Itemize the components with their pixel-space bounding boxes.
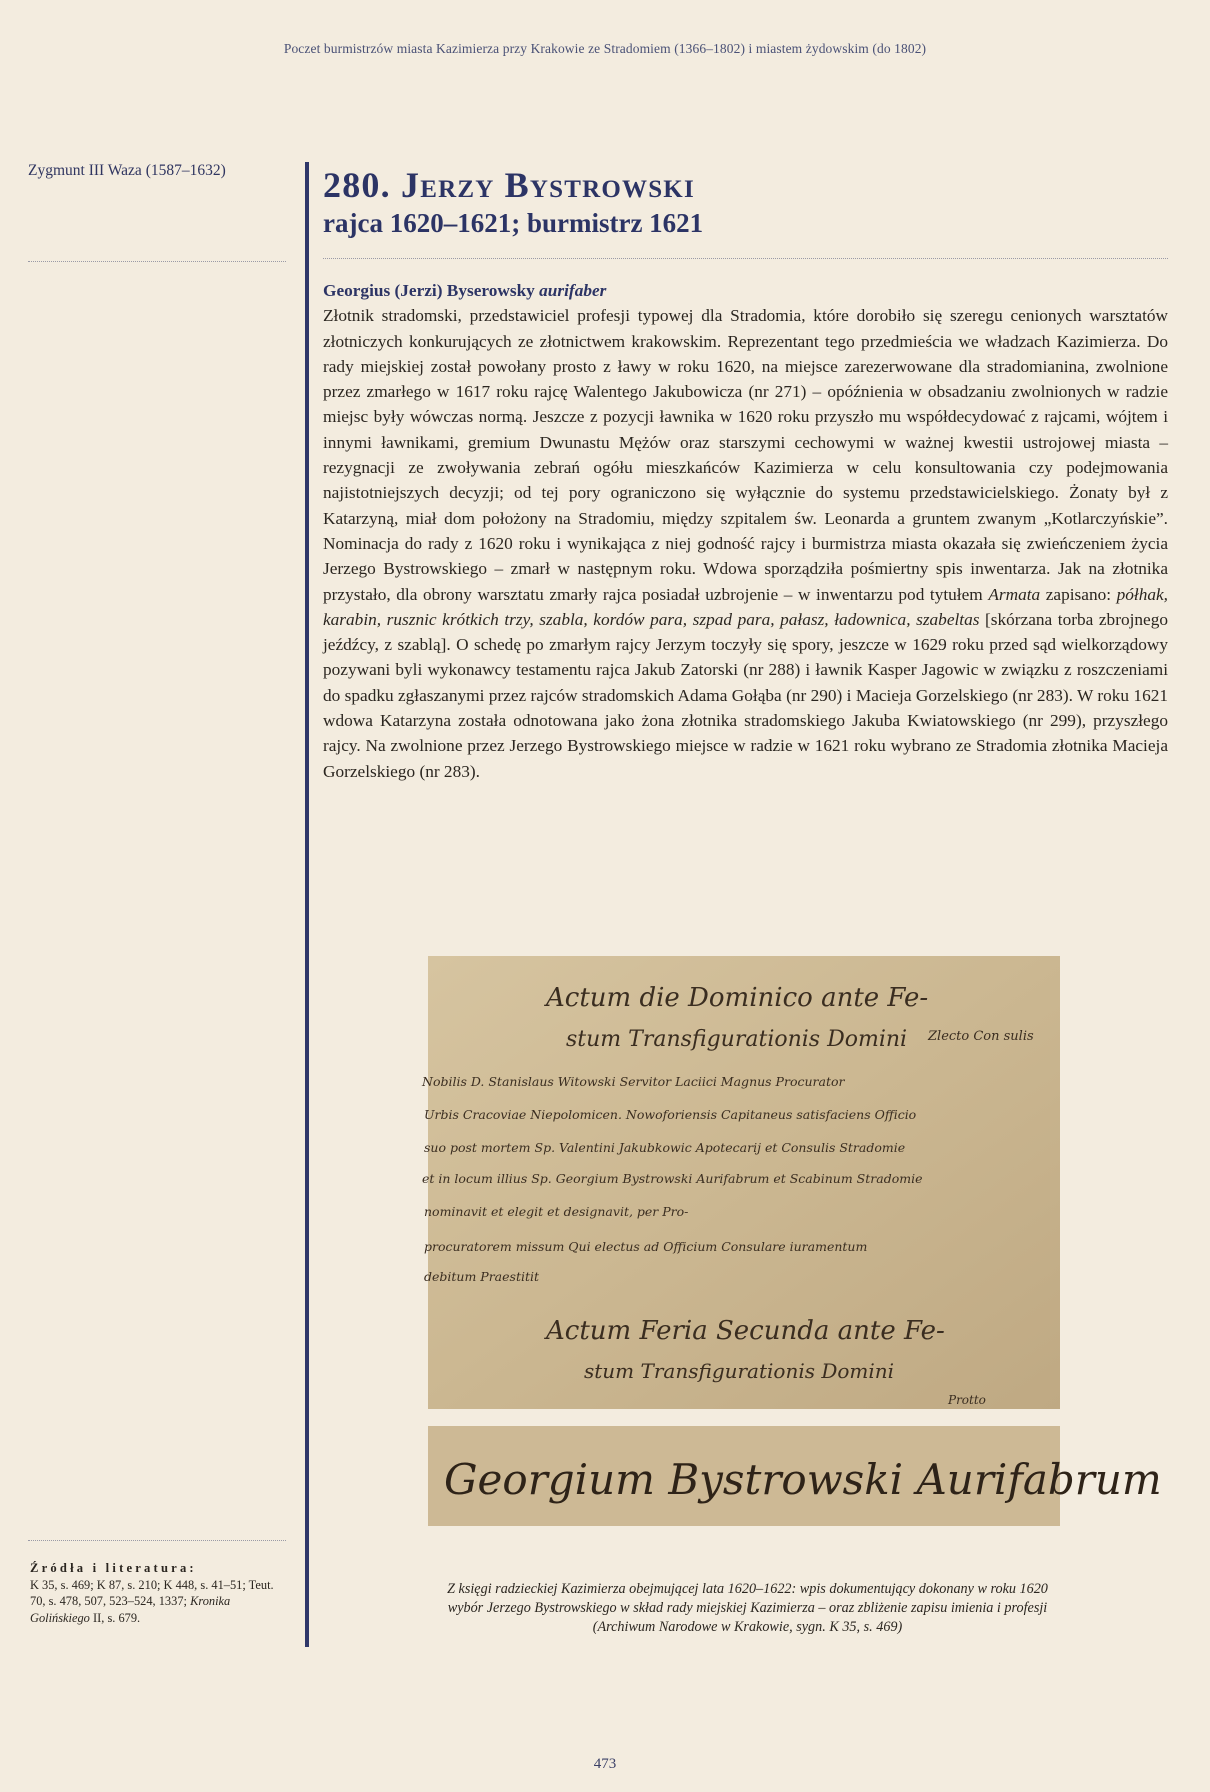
entry-title: 280. Jerzy Bystrowski xyxy=(323,165,695,205)
ms-line-5: Urbis Cracoviae Niepolomicen. Nowoforiensis Capitaneus satisfaciens Officio xyxy=(424,1107,917,1122)
sources-tail: II, s. 679. xyxy=(93,1610,141,1625)
caption-line-2: wybór Jerzego Bystrowskiego w skład rady miejskiej Kazimierza – oraz zbliżenie zapisu imienia i profesji xyxy=(447,1600,1048,1616)
ms-line-7: et in locum illius Sp. Georgium Bystrowski Aurifabrum et Scabinum Stradomie xyxy=(422,1171,923,1186)
entry-body xyxy=(323,278,1168,784)
latin-name-line xyxy=(323,278,1168,303)
ms-line-12: stum Transfigurationis Domini xyxy=(584,1359,895,1383)
entry-subtitle: rajca 1620–1621; burmistrz 1621 xyxy=(323,208,704,238)
entry-paragraph xyxy=(323,303,1168,784)
latin-name: Georgius (Jerzi) Byserowsky xyxy=(323,281,535,300)
manuscript-image xyxy=(422,956,1060,1409)
ms-line-6: suo post mortem Sp. Valentini Jakubkowic Apotecarij et Consulis Stradomie xyxy=(424,1140,906,1155)
body-text-3: [skórzana torba zbrojnego jeźdźcy, z szablą]. O schedę po zmarłym rajcy Jerzym toczyły się spory, jeszcze w 1629 roku przed sąd wielkorządowy pozywani byli wykonawcy testamentu rajca Jakub Zatorski (nr 288) i ławnik Kasper Jagowic w związku z roszczeniami do spadku zgłaszanymi przez rajców stradomskich Adama Gołąba (nr 290) i Macieja Gorzelskiego (nr 283). W roku 1621 wdowa Katarzyna została odnotowana jako żona złotnika stradomskiego Jakuba Kwiatowskiego (nr 299), przyszłego rajcy. Na zwolnione przez Jerzego Bystrowskiego miejsce w radzie w 1621 roku wybrano ze Stradomia złotnika Macieja Gorzelskiego (nr 283). xyxy=(323,609,1168,781)
ms-line-4: Nobilis D. Stanislaus Witowski Servitor Laciici Magnus Procurator xyxy=(422,1074,845,1089)
vertical-rule xyxy=(305,162,309,1647)
ms-line-3: Zlecto Con sulis xyxy=(928,1029,1034,1044)
sources-block xyxy=(30,1560,288,1626)
sources-heading: Źródła i literatura: xyxy=(30,1561,197,1575)
running-head: Poczet burmistrzów miasta Kazimierza przy Krakowie ze Stradomiem (1366–1802) i miastem żydowskim (do 1802) xyxy=(283,41,927,56)
inventory-list: półhak, karabin, rusznic krótkich trzy, szabla, kordów para, szpad para, pałasz, ładownica, szabeltas xyxy=(323,584,1168,629)
body-text-2: zapisano: xyxy=(1045,584,1112,604)
title-divider xyxy=(323,258,1168,259)
ms-closeup-text: Georgium Bystrowski Aurifabrum xyxy=(444,1455,1162,1504)
ms-line-8: nominavit et elegit et designavit, per Pro- xyxy=(424,1204,689,1219)
ms-line-1: Actum die Dominico ante Fe- xyxy=(546,983,929,1013)
latin-profession: aurifaber xyxy=(539,281,607,300)
ms-line-10: debitum Praestitit xyxy=(424,1269,540,1284)
sources-kronika: Kronika Golińskiego xyxy=(30,1594,231,1625)
ms-line-9: procuratorem missum Qui electus ad Officium Consulare iuramentum xyxy=(424,1239,868,1254)
ms-line-11: Actum Feria Secunda ante Fe- xyxy=(546,1316,945,1346)
manuscript-closeup-image xyxy=(428,1426,1162,1526)
armata-word: Armata xyxy=(988,584,1041,604)
left-divider-top xyxy=(28,261,286,262)
body-text-1: Złotnik stradomski, przedstawiciel profesji typowej dla Stradomia, które dorobiło się szeregu cenionych warsztatów złotniczych konkurujących ze złotnictwem krakowskim. Reprezentant tego przedmieścia we władzach Kazimierza. Do rady miejskiej został powołany prosto z ławy w roku 1620, na miejsce zarezerwowane dla stradomianina, zwolnione przez zmarłego w 1617 roku rajcę Walentego Jakubowicza (nr 271) – opóźnienia w obsadzaniu zwolnionych w radzie miejsc były wówczas normą. Jeszcze z pozycji ławnika w 1620 roku przyszło mu współdecydować z rajcami, wójtem i innymi ławnikami, gremium Dwunastu Mężów oraz starszymi cechowymi w ważnej kwestii ustrojowej miasta – rezygnacji ze zwoływania zebrań ogółu mieszkańców Kazimierza w celu konsultowania czy podejmowania najistotniejszych decyzji; od tej pory ograniczono się wyłącznie do systemu przedstawicielskiego. Żonaty był z Katarzyną, miał dom położony na Stradomiu, między szpitalem św. Leonarda a gruntem zwanym „Kotlarczyńskie”. Nominacja do rady z 1620 roku i wynikająca z niej godność rajcy i burmistrza miasta okazała się zwieńczeniem życia Jerzego Bystrowskiego – zmarł w następnym roku. Wdowa sporządziła pośmiertny spis inwentarza. Jak na złotnika przystało, dla obrony warsztatu zmarły rajca posiadał uzbrojenie – w inwentarzu pod tytułem xyxy=(323,306,1168,604)
caption-line-1: Z księgi radzieckiej Kazimierza obejmującej lata 1620–1622: wpis dokumentujący dokonany w roku 1620 xyxy=(447,1581,1048,1597)
sources-text: K 35, s. 469; K 87, s. 210; K 448, s. 41–51; Teut. 70, s. 478, 507, 523–524, 1337; xyxy=(30,1577,274,1608)
ms-line-13: Protto xyxy=(948,1393,986,1407)
caption-line-3: (Archiwum Narodowe w Krakowie, sygn. K 35, s. 469) xyxy=(592,1619,903,1635)
reign-label: Zygmunt III Waza (1587–1632) xyxy=(28,162,226,179)
ms-line-2: stum Transfigurationis Domini xyxy=(566,1027,908,1052)
figure-caption xyxy=(370,1580,1125,1637)
left-divider-bottom xyxy=(28,1540,286,1541)
page-number: 473 xyxy=(593,1756,617,1772)
